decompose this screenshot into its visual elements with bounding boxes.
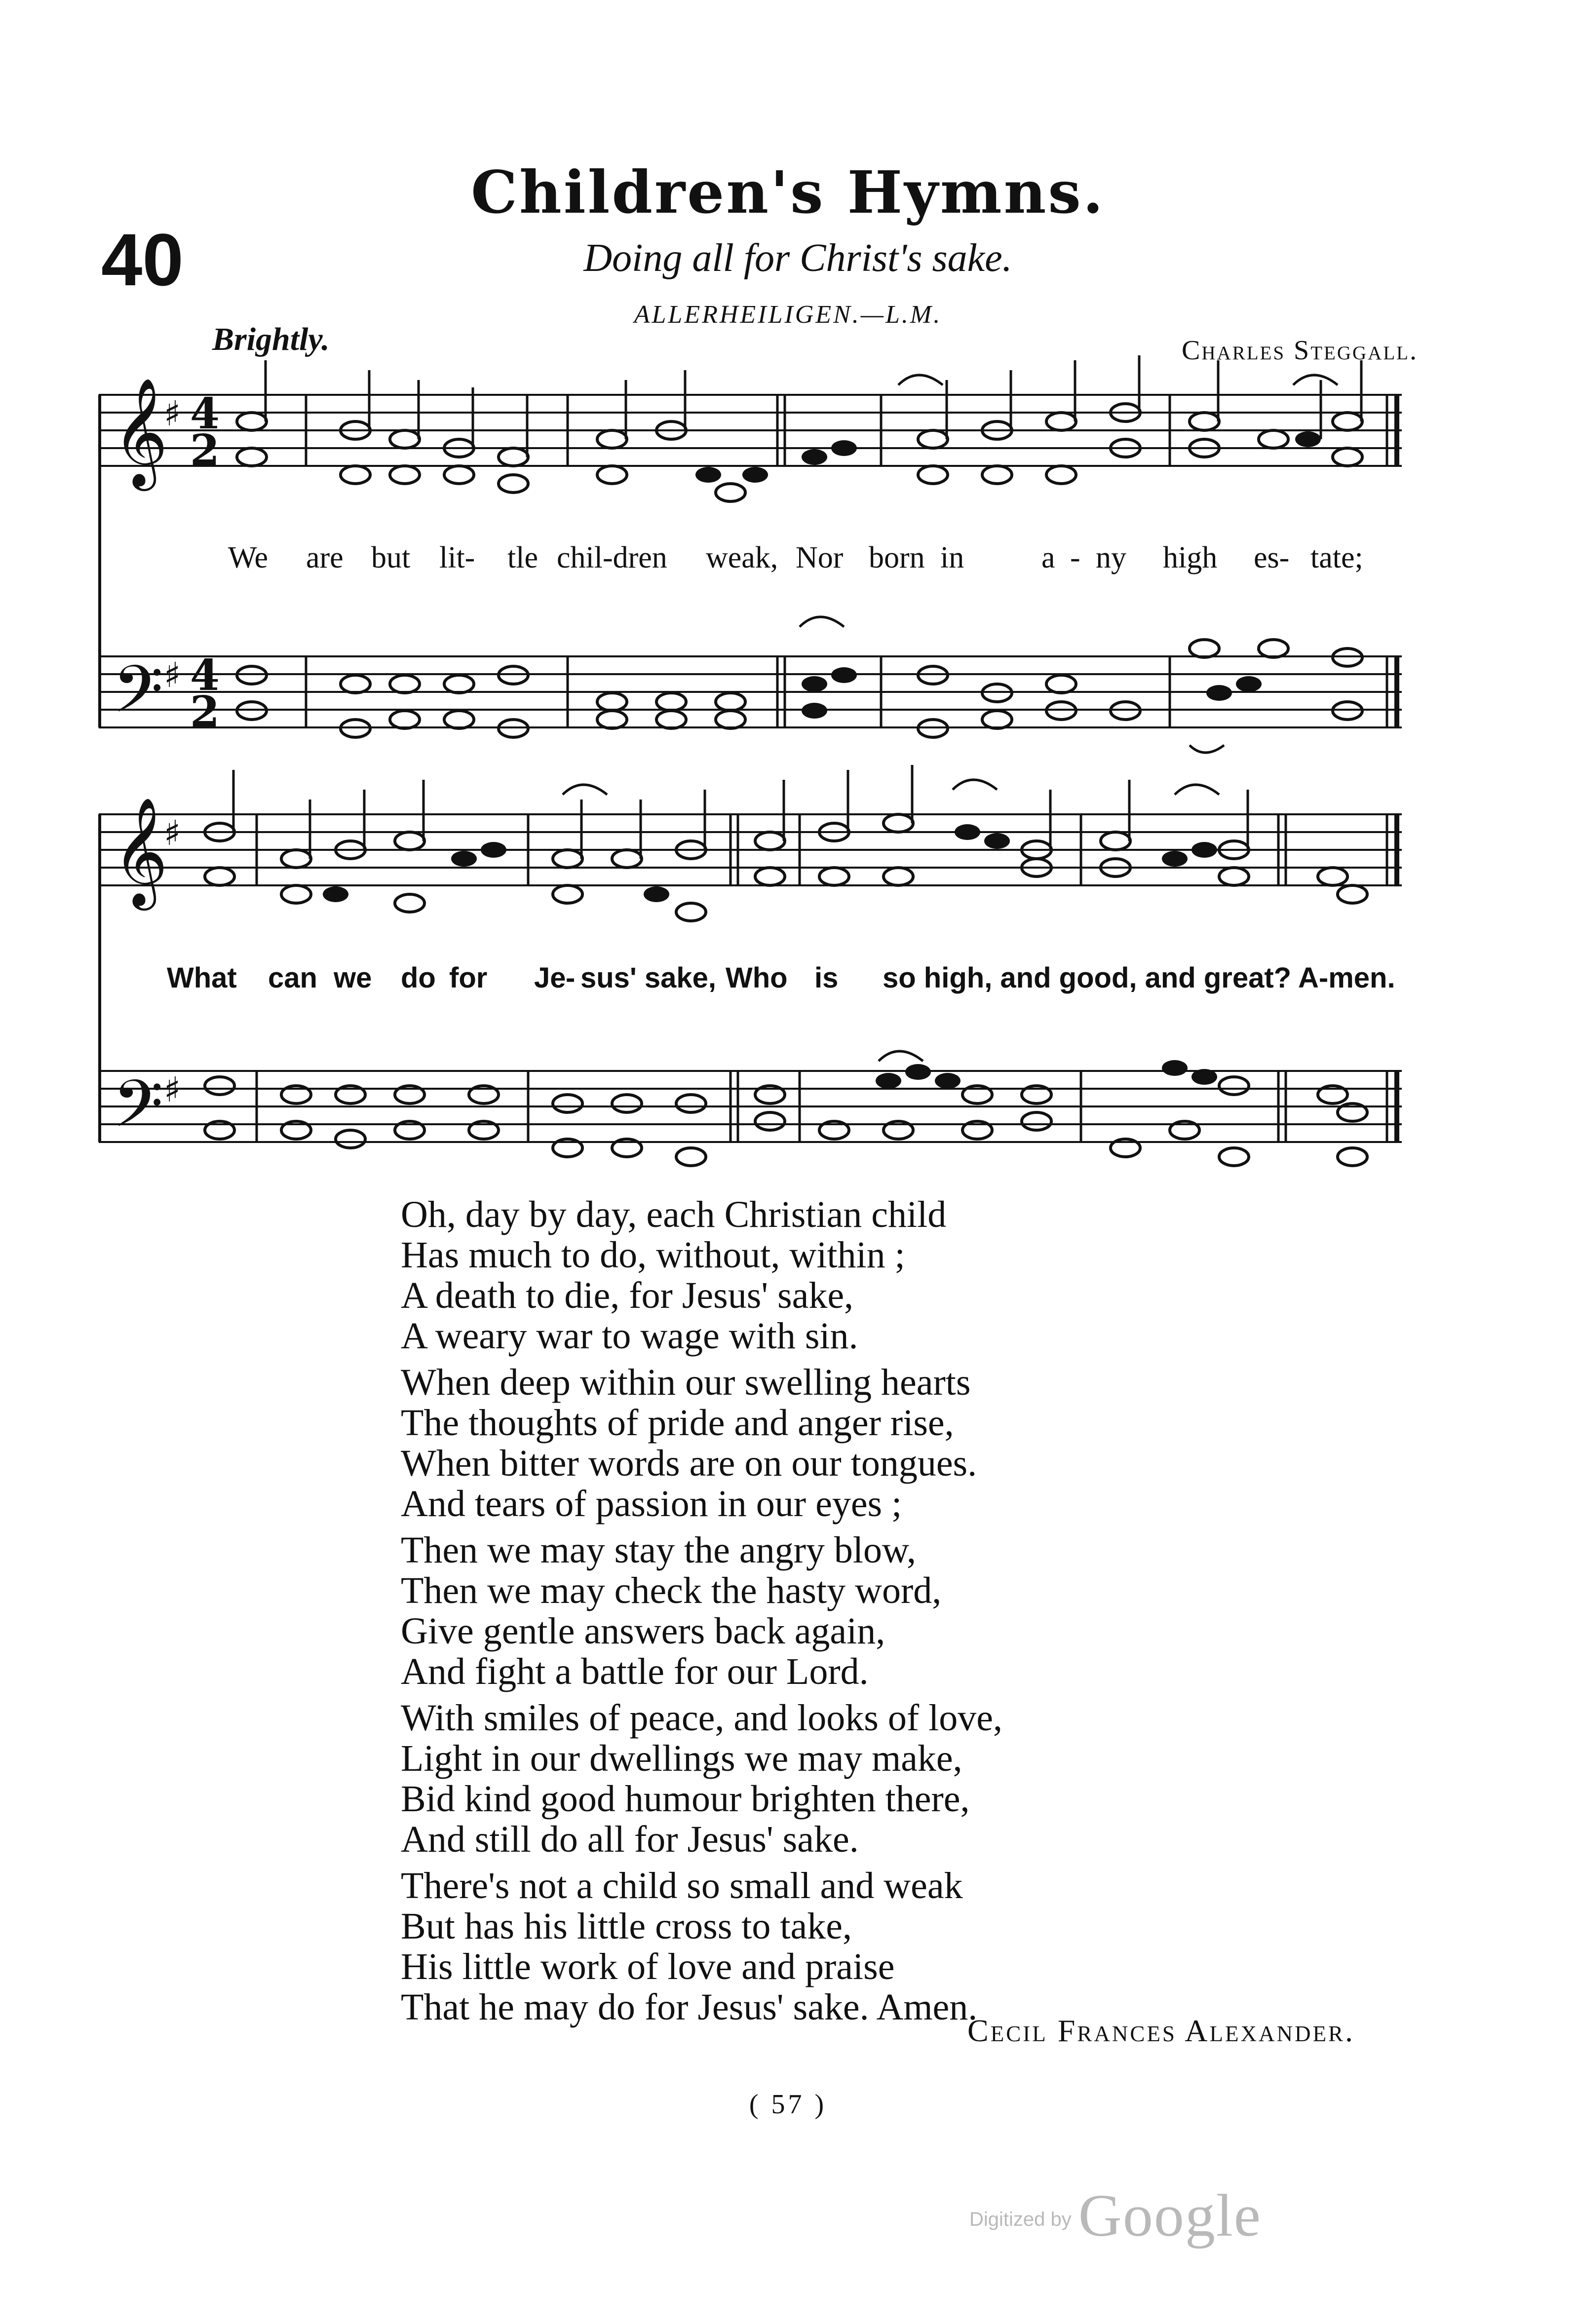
verse-4 — [401, 1698, 1437, 1860]
lyric-syllable: - — [566, 962, 576, 994]
hymn-author: Cecil Frances Alexander. — [967, 2013, 1355, 2048]
lyric-syllable: in — [940, 541, 964, 574]
verse-line: That he may do for Jesus' sake. Amen. — [401, 1986, 978, 2028]
lyric-syllable: We — [228, 541, 269, 574]
verse-line: When deep within our swelling hearts — [401, 1362, 971, 1403]
svg-text:♯: ♯ — [164, 655, 181, 695]
verse-line: With smiles of peace, and looks of love, — [401, 1697, 1002, 1739]
verse-line: When bitter words are on our tongues. — [401, 1443, 977, 1484]
svg-text:𝄞: 𝄞 — [113, 377, 168, 486]
verse-1 — [401, 1194, 1437, 1356]
lyric-syllable: is — [814, 962, 839, 994]
svg-text:♯: ♯ — [164, 393, 181, 434]
lyric-syllable: A-men. — [1298, 962, 1395, 994]
lyric-syllable: chil-dren — [557, 541, 667, 574]
verse-line: Bid kind good humour brighten there, — [401, 1778, 970, 1820]
verse-line: Oh, day by day, each Christian child — [401, 1194, 947, 1235]
verse-line: Light in our dwellings we may make, — [401, 1738, 962, 1779]
verse-line: Then we may check the hasty word, — [401, 1570, 942, 1611]
bass-staff-1 — [99, 656, 1402, 727]
verse-line: A weary war to wage with sin. — [401, 1315, 858, 1357]
svg-text:♯: ♯ — [164, 813, 181, 853]
verse-line: The thoughts of pride and anger rise, — [401, 1402, 954, 1444]
verse-line: Then we may stay the angry blow, — [401, 1529, 916, 1571]
lyric-syllable: are — [306, 541, 344, 574]
svg-text:4: 4 — [190, 650, 220, 700]
lyric-syllable: - — [1070, 541, 1080, 574]
verse-line: There's not a child so small and weak — [401, 1865, 963, 1906]
lyric-syllable: Who — [726, 962, 788, 994]
lyric-syllable: tate; — [1310, 541, 1363, 574]
svg-text:4: 4 — [190, 389, 220, 439]
lyric-syllable: high — [1163, 541, 1218, 574]
verse-3 — [401, 1530, 1437, 1692]
digitized-prefix: Digitized by — [969, 2209, 1072, 2230]
lyric-syllable: What — [167, 962, 237, 994]
verse-line: And fight a battle for our Lord. — [401, 1651, 869, 1692]
svg-text:𝄢: 𝄢 — [113, 1066, 163, 1158]
verse-line: But has his little cross to take, — [401, 1905, 852, 1947]
lyric-syllable: tle — [507, 541, 538, 574]
digitized-watermark — [969, 2181, 1262, 2250]
lyric-syllable: but — [371, 541, 411, 574]
lyric-syllable: Je — [534, 962, 566, 994]
google-logo: Google — [1078, 2182, 1262, 2249]
lyric-syllable: we — [334, 962, 372, 994]
svg-text:2: 2 — [190, 425, 220, 475]
lyric-syllable: a — [1041, 541, 1055, 574]
tempo-marking: Brightly. — [212, 321, 330, 357]
hymn-subtitle: Doing all for Christ's sake. — [583, 236, 1012, 280]
svg-text:2: 2 — [190, 687, 220, 737]
lyric-syllable: Nor — [796, 541, 844, 574]
lyric-syllable: weak, — [706, 541, 778, 574]
page-number: ( 57 ) — [749, 2089, 827, 2120]
lyric-syllable: lit- — [439, 541, 475, 574]
verse-line: And tears of passion in our eyes ; — [401, 1483, 902, 1524]
lyric-syllable: do — [401, 962, 436, 994]
tune-name: ALLERHEILIGEN.—L.M. — [634, 301, 942, 329]
book-heading: Children's Hymns. — [471, 158, 1105, 227]
composer-name: Charles Steggall. — [1182, 335, 1418, 366]
hymn-number: 40 — [101, 218, 184, 301]
lyric-syllable: es- — [1254, 541, 1290, 574]
verse-2 — [401, 1362, 1437, 1524]
lyric-syllable: can — [268, 962, 317, 994]
verse-5 — [401, 1866, 1437, 2027]
lyric-syllable: sus' sake, — [580, 962, 716, 994]
lyric-syllable: born — [869, 541, 925, 574]
svg-text:𝄞: 𝄞 — [113, 797, 168, 906]
verse-line: Give gentle answers back again, — [401, 1610, 885, 1652]
verse-line: His little work of love and praise — [401, 1946, 895, 1987]
verse-line: A death to die, for Jesus' sake, — [401, 1275, 854, 1316]
lyric-syllable: so high, and good, and great? — [883, 962, 1292, 994]
hymn-verses — [401, 1194, 1437, 2033]
svg-text:𝄢: 𝄢 — [113, 651, 163, 743]
verse-line: Has much to do, without, within ; — [401, 1234, 905, 1276]
lyric-syllable: for — [449, 962, 488, 994]
svg-text:♯: ♯ — [164, 1069, 181, 1110]
verse-line: And still do all for Jesus' sake. — [401, 1819, 859, 1860]
lyric-syllable: ny — [1096, 541, 1126, 574]
